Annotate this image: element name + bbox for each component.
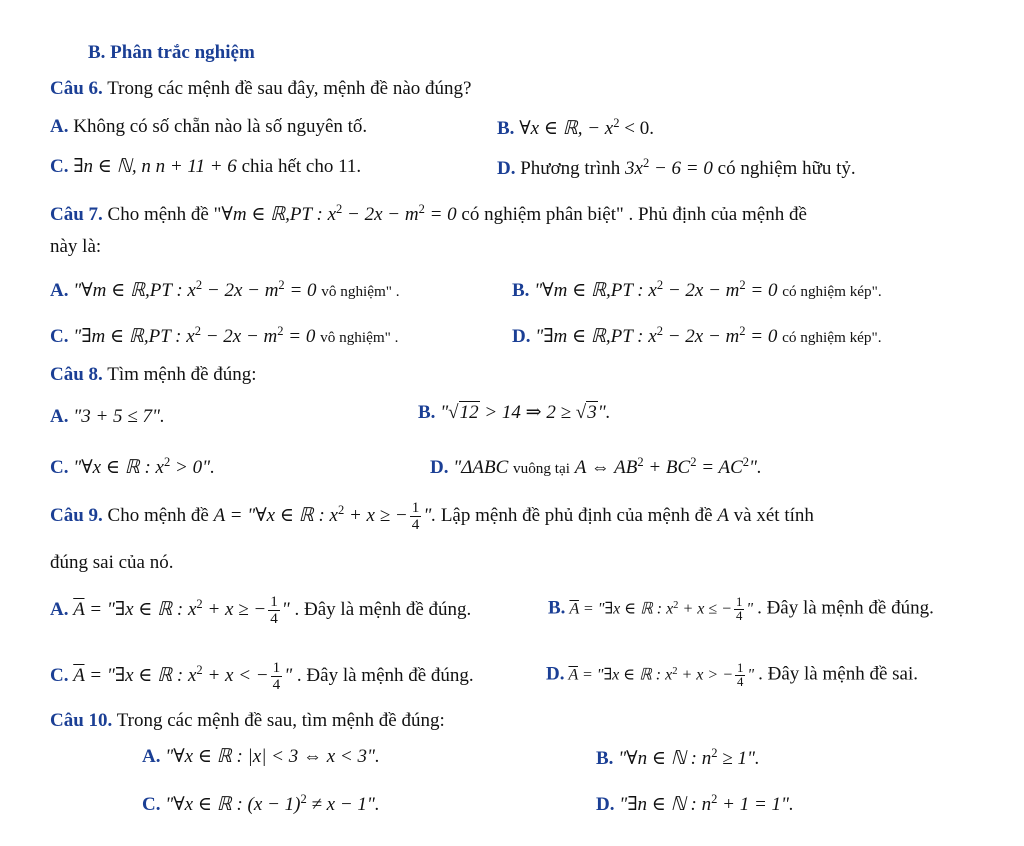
- q7-option-b[interactable]: B. "∀m ∈ ℝ,PT : $x^2 - 2x - m^2 = 0$ có nghiệm kép".: [512, 278, 882, 301]
- section-title: B. Phân trắc nghiệm: [88, 42, 255, 63]
- q9-option-b[interactable]: B. $\overline{A}$ = "∃x ∈ ℝ : $x^2 + x$ ≤ − $\frac{1}{4}$ " . Đây là mệnh đề đúng.: [548, 595, 934, 624]
- q10-option-b[interactable]: B. "∀n ∈ ℕ : $n^2 \ge 1$".: [596, 746, 760, 769]
- question-9-cont: đúng sai của nó.: [50, 552, 174, 573]
- q8-option-c[interactable]: C. "∀x ∈ ℝ : $x^2 > 0$".: [50, 455, 215, 478]
- question-6: [50, 78, 471, 100]
- q9-option-c[interactable]: C. $\overline{A}$ = "∃x ∈ ℝ : $x^2 + x$ < − $\frac{1}{4}$ " . Đây là mệnh đề đúng.: [50, 659, 474, 693]
- question-8: Câu 8. Tìm mệnh đề đúng:: [50, 364, 257, 385]
- q7-option-c[interactable]: C. "∃m ∈ ℝ,PT : $x^2 - 2x - m^2 = 0$ vô nghiệm" .: [50, 324, 399, 347]
- q9-option-a[interactable]: A. $\overline{A}$ = "∃x ∈ ℝ : $x^2 + x$ ≥ − $\frac{1}{4}$ " . Đây là mệnh đề đúng.: [50, 593, 472, 627]
- q7-option-a[interactable]: A. "∀m ∈ ℝ,PT : $x^2 - 2x - m^2 = 0$ vô nghiệm" .: [50, 278, 400, 301]
- q10-option-a[interactable]: A. "∀x ∈ ℝ : |x| < 3 ⇔ x < 3".: [142, 746, 380, 767]
- q6-option-b[interactable]: B. ∀x ∈ ℝ, − $x^2 < 0$.: [497, 116, 654, 139]
- question-label: Câu 6.: [50, 78, 103, 99]
- q10-option-c[interactable]: C. "∀x ∈ ℝ : $(x - 1)^2 \ne x - 1$".: [142, 792, 380, 815]
- q6-option-c[interactable]: C. ∃n ∈ ℕ, n n + 11 + 6 chia hết cho 11.: [50, 156, 362, 177]
- question-9: Câu 9. Cho mệnh đề A = "∀x ∈ ℝ : $x^2 + x$ ≥ − $\frac{1}{4}$ ". Lập mệnh đề phủ định của mệnh đề A và xét tính: [50, 499, 814, 533]
- q7-option-d[interactable]: D. "∃m ∈ ℝ,PT : $x^2 - 2x - m^2 = 0$ có nghiệm kép".: [512, 324, 882, 347]
- question-7: Câu 7. Cho mệnh đề "∀m ∈ ℝ,PT : $x^2 - 2x - m^2 = 0$ có nghiệm phân biệt" . Phủ định của mệnh đề: [50, 202, 807, 225]
- q8-option-a[interactable]: A. "3 + 5 ≤ 7".: [50, 406, 165, 427]
- q8-option-b[interactable]: B. "√12 > 14 ⇒ 2 ≥ √3".: [418, 402, 611, 423]
- question-7-cont: này là:: [50, 236, 102, 257]
- q10-option-d[interactable]: D. "∃n ∈ ℕ : $n^2 + 1 = 1$".: [596, 792, 794, 815]
- q8-option-d[interactable]: D. "ΔABC vuông tại A ⇔ $AB^2 + BC^2 = AC^2$".: [430, 455, 762, 478]
- q6-option-a[interactable]: A. Không có số chẵn nào là số nguyên tố.: [50, 116, 368, 137]
- question-prompt: Trong các mệnh đề sau đây, mệnh đề nào đúng?: [107, 78, 472, 99]
- q9-option-d[interactable]: D. $\overline{A}$ = "∃x ∈ ℝ : $x^2 + x$ > − $\frac{1}{4}$ " . Đây là mệnh đề sai.: [546, 661, 918, 690]
- question-10: Câu 10. Trong các mệnh đề sau, tìm mệnh đề đúng:: [50, 710, 445, 731]
- q6-option-d[interactable]: D. Phương trình $3x^2 - 6 = 0$ có nghiệm hữu tỷ.: [497, 156, 856, 179]
